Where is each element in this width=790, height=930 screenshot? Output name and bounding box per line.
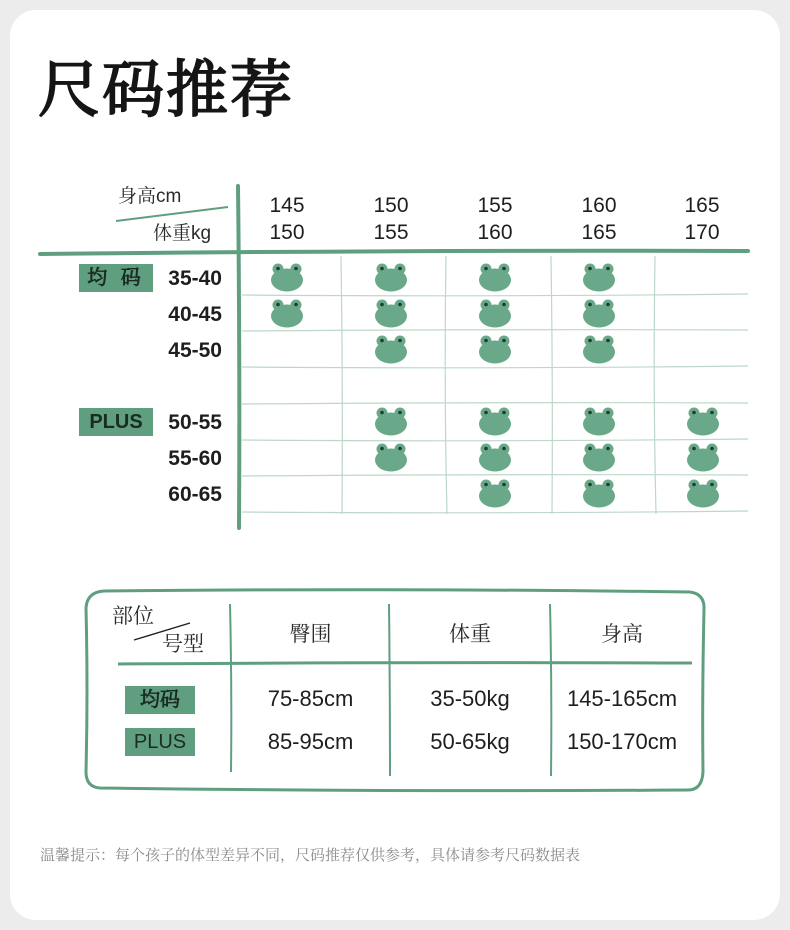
height-to: 150 (269, 221, 305, 244)
weight-row-label: 55-60 (168, 447, 222, 470)
height-to: 170 (684, 221, 720, 244)
corner-part-label: 部位 (112, 605, 154, 628)
height-from: 150 (373, 194, 409, 217)
height-from: 160 (581, 194, 617, 217)
cell-weight: 35-50kg (430, 686, 510, 711)
row-tag-plus: PLUS (125, 728, 195, 756)
cell-weight: 50-65kg (430, 729, 510, 754)
corner-height-label: 身高cm (118, 186, 182, 207)
cell-hip: 75-85cm (267, 686, 354, 711)
height-from: 145 (269, 194, 305, 217)
weight-row-label: 35-40 (168, 267, 222, 290)
height-from: 155 (477, 194, 513, 217)
row-tag-regular: 均码 (125, 686, 195, 714)
cell-hip: 85-95cm (267, 729, 354, 754)
header-height: 身高 (601, 623, 643, 646)
cell-height: 150-170cm (566, 729, 678, 754)
weight-row-label: 60-65 (168, 483, 222, 506)
height-from: 165 (684, 194, 720, 217)
cell-height: 145-165cm (566, 686, 678, 711)
group-tag-regular: 均 码 (79, 264, 153, 292)
page-title: 尺码推荐 (38, 56, 295, 125)
weight-row-label: 40-45 (168, 303, 222, 326)
warm-tip-note: 温馨提示：每个孩子的体型差异不同，尺码推荐仅供参考，具体请参考尺码数据表 (40, 847, 581, 864)
height-to: 155 (373, 221, 409, 244)
weight-row-label: 45-50 (168, 339, 222, 362)
weight-row-label: 50-55 (168, 411, 222, 434)
header-weight: 体重 (449, 623, 491, 646)
group-tag-plus: PLUS (79, 408, 153, 436)
header-hip: 臀围 (289, 623, 332, 646)
height-to: 165 (581, 221, 617, 244)
corner-size-label: 号型 (162, 633, 204, 656)
height-to: 160 (477, 221, 513, 244)
corner-weight-label: 体重kg (153, 223, 212, 244)
